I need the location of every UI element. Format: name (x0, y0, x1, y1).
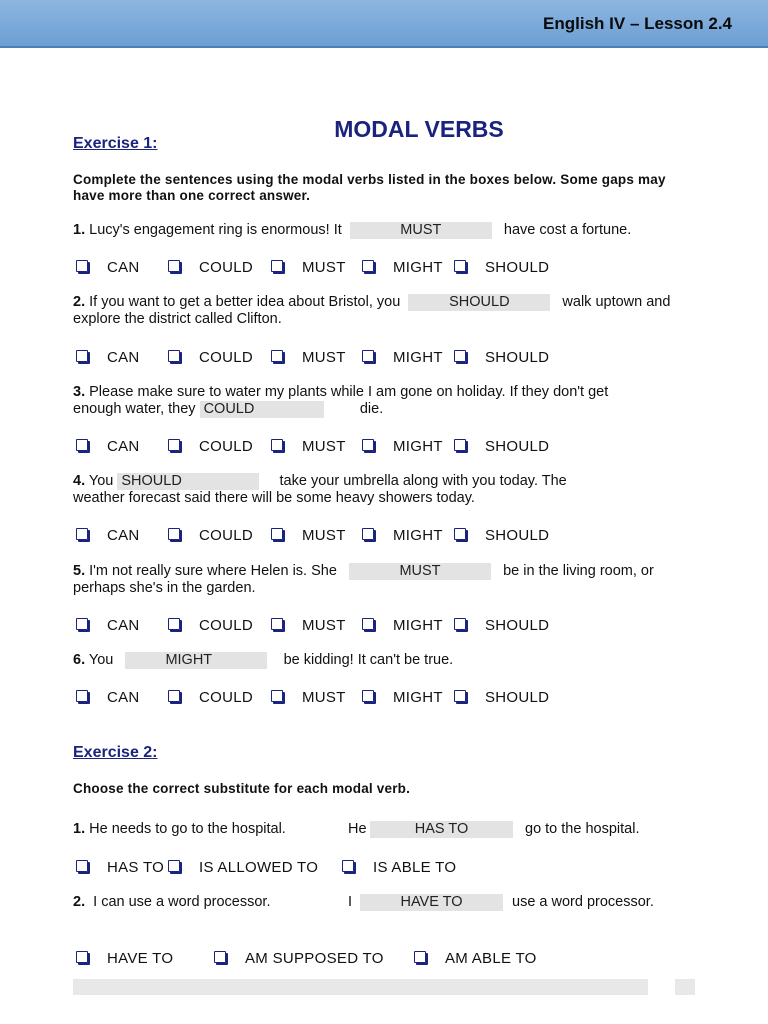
checkbox-icon[interactable] (271, 350, 283, 362)
question-text: be kidding! It can't be true. (283, 652, 454, 668)
ex1-question-6 (73, 652, 698, 669)
checkbox-icon[interactable] (454, 528, 466, 540)
checkbox-icon[interactable] (76, 350, 88, 362)
answer-blank[interactable]: COULD (200, 401, 324, 418)
checkbox-icon[interactable] (454, 690, 466, 702)
answer-blank[interactable]: MUST (349, 563, 491, 580)
question-text: be in the living room, or perhaps she's in the garden. (73, 563, 654, 596)
ex1-question-4 (73, 473, 603, 507)
checkbox-icon[interactable] (168, 618, 180, 630)
exercise-2-instructions: Choose the correct substitute for each modal verb. (73, 781, 411, 796)
answer-field-box[interactable] (675, 979, 695, 995)
checkbox-icon[interactable] (414, 951, 426, 963)
question-text: take your umbrella along with you today. The weather forecast said there will be some heavy showers today. (73, 473, 567, 506)
question-number: 3. (73, 384, 86, 400)
checkbox-icon[interactable] (271, 439, 283, 451)
ex1-question-3 (73, 384, 633, 418)
checkbox-icon[interactable] (362, 439, 374, 451)
checkbox-icon[interactable] (168, 350, 180, 362)
subject-text: He (348, 821, 367, 837)
ex1-question-5 (73, 563, 688, 597)
checkbox-icon[interactable] (168, 860, 180, 872)
ex2-question-2 (73, 894, 698, 911)
checkbox-icon[interactable] (76, 528, 88, 540)
answer-blank[interactable]: HAVE TO (360, 894, 503, 911)
question-text: have cost a fortune. (503, 222, 632, 238)
checkbox-icon[interactable] (76, 860, 88, 872)
question-text: use a word processor. (512, 894, 654, 910)
answer-blank[interactable]: MIGHT (125, 652, 267, 669)
question-text: go to the hospital. (525, 821, 640, 837)
answer-blank[interactable]: SHOULD (117, 473, 259, 490)
checkbox-icon[interactable] (362, 618, 374, 630)
ex1-question-1 (73, 222, 698, 239)
exercise-1-instructions: Complete the sentences using the modal verbs listed in the boxes below. Some gaps may have more than one correct answer. (73, 172, 666, 203)
question-number: 1. (73, 222, 86, 238)
checkbox-icon[interactable] (76, 951, 88, 963)
checkbox-icon[interactable] (76, 260, 88, 272)
question-text: Please make sure to water my plants while I am gone on holiday. If they don't get enough water, they (73, 384, 609, 417)
checkbox-icon[interactable] (168, 260, 180, 272)
question-text: Lucy's engagement ring is enormous! It (89, 222, 342, 238)
answer-blank[interactable]: MUST (350, 222, 492, 239)
checkbox-icon[interactable] (76, 690, 88, 702)
lesson-title: English IV – Lesson 2.4 (543, 14, 732, 33)
checkbox-icon[interactable] (342, 860, 354, 872)
question-number: 5. (73, 563, 86, 579)
page-title: MODAL VERBS (334, 116, 504, 142)
question-text: You (88, 473, 114, 489)
question-text: die. (359, 401, 384, 417)
checkbox-icon[interactable] (271, 260, 283, 272)
question-number: 4. (73, 473, 86, 489)
checkbox-icon[interactable] (168, 439, 180, 451)
checkbox-icon[interactable] (362, 528, 374, 540)
question-number: 2. (73, 294, 86, 310)
answer-blank[interactable]: HAS TO (370, 821, 513, 838)
question-number: 6. (73, 652, 86, 668)
subject-text: I (348, 894, 353, 910)
checkbox-icon[interactable] (271, 690, 283, 702)
checkbox-icon[interactable] (76, 439, 88, 451)
checkbox-icon[interactable] (454, 618, 466, 630)
question-number: 2. (73, 894, 86, 910)
checkbox-icon[interactable] (454, 350, 466, 362)
ex1-question-2 (73, 294, 698, 328)
checkbox-icon[interactable] (362, 350, 374, 362)
exercise-1-heading: Exercise 1: (73, 135, 158, 152)
question-text: walk uptown and explore the district called Clifton. (73, 294, 671, 327)
checkbox-icon[interactable] (454, 439, 466, 451)
checkbox-icon[interactable] (271, 618, 283, 630)
question-text: I'm not really sure where Helen is. She (89, 563, 337, 579)
ex2-question-1 (73, 821, 698, 838)
answer-blank[interactable]: SHOULD (408, 294, 550, 311)
question-text: If you want to get a better idea about Bristol, you (89, 294, 401, 310)
exercise-2-heading: Exercise 2: (73, 744, 158, 761)
checkbox-icon[interactable] (168, 528, 180, 540)
question-text: You (88, 652, 114, 668)
header-bar (0, 0, 768, 48)
checkbox-icon[interactable] (362, 690, 374, 702)
checkbox-icon[interactable] (454, 260, 466, 272)
checkbox-icon[interactable] (271, 528, 283, 540)
question-text: He needs to go to the hospital. (89, 821, 286, 837)
checkbox-icon[interactable] (168, 690, 180, 702)
checkbox-icon[interactable] (362, 260, 374, 272)
answer-field-bar[interactable] (73, 979, 648, 995)
checkbox-icon[interactable] (214, 951, 226, 963)
question-number: 1. (73, 821, 86, 837)
question-text: I can use a word processor. (93, 894, 271, 910)
checkbox-icon[interactable] (76, 618, 88, 630)
